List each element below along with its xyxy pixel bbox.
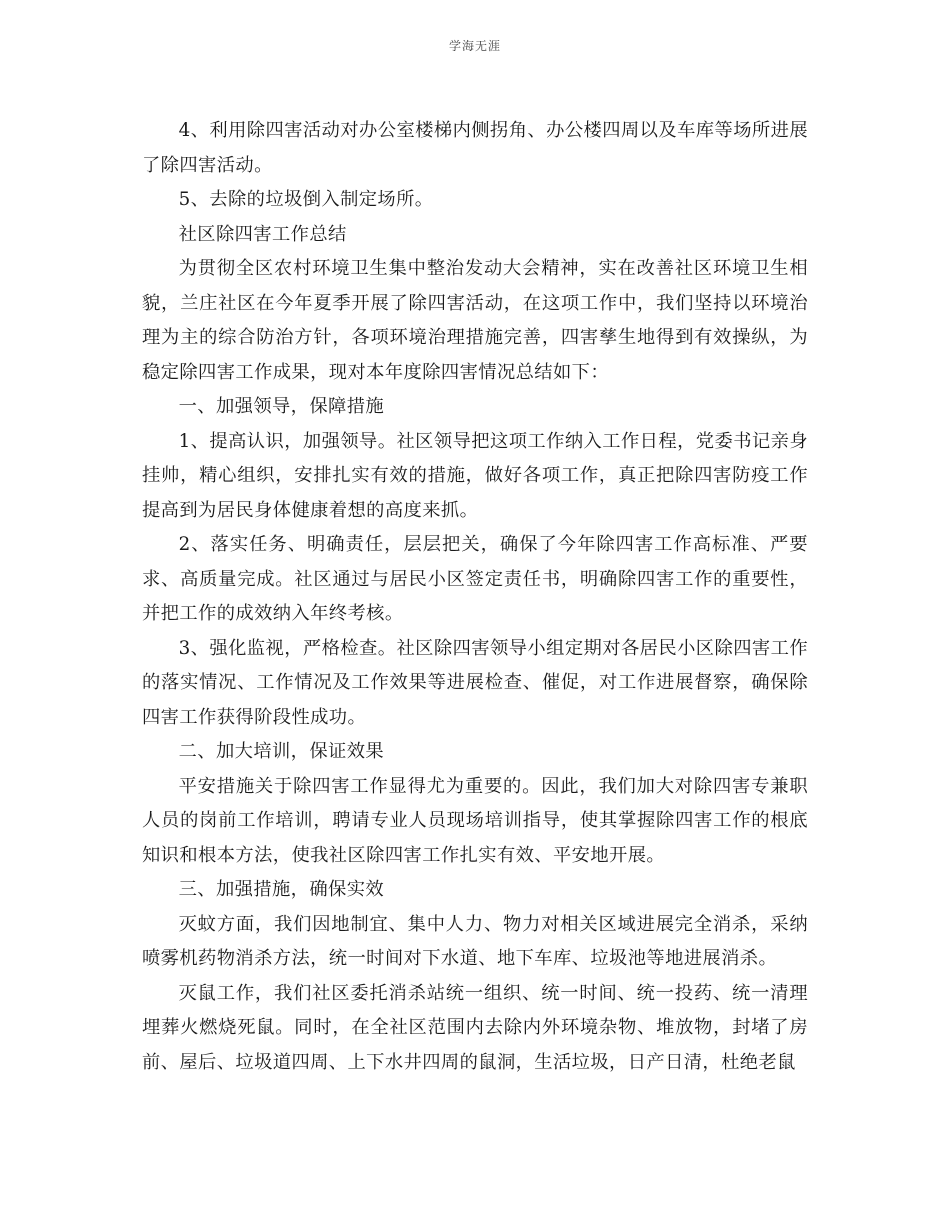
page-header: 学海无涯 xyxy=(448,39,501,53)
paragraph-1-3: 3、强化监视，严格检查。社区除四害领导小组定期对各居民小区除四害工作的落实情况、工作情况及工作效果等进展检查、催促，对工作进展督察，确保除四害工作获得阶段性成功。 xyxy=(142,637,808,728)
section-title: 社区除四害工作总结 xyxy=(178,223,347,245)
paragraph-1-1: 1、提高认识，加强领导。社区领导把这项工作纳入工作日程，党委书记亲身挂帅，精心组织，安排扎实有效的措施，做好各项工作，真正把除四害防疫工作提高到为居民身体健康着想的高度来抓。 xyxy=(142,430,808,521)
heading-3: 三、加强措施，确保实效 xyxy=(178,879,385,900)
paragraph-item-4: 4、利用除四害活动对办公室楼梯内侧拐角、办公楼四周以及车库等场所进展了除四害活动。 xyxy=(142,120,808,176)
heading-2: 二、加大培训，保证效果 xyxy=(178,741,385,762)
heading-1: 一、加强领导，保障措施 xyxy=(178,396,385,417)
paragraph-rodent: 灭鼠工作，我们社区委托消杀站统一组织、统一时间、统一投药、统一清理埋葬火燃烧死鼠。同时，在全社区范围内去除内外环境杂物、堆放物，封堵了房前、屋后、垃圾道四周、上下水井四周的鼠洞，生活垃圾，日产日清，杜绝老鼠 xyxy=(142,982,808,1073)
paragraph-intro: 为贯彻全区农村环境卫生集中整治发动大会精神，实在改善社区环境卫生相貌，兰庄社区在今年夏季开展了除四害活动，在这项工作中，我们坚持以环境治理为主的综合防治方针，各项环境治理措施完善，四害孳生地得到有效操纵，为稳定除四害工作成果，现对本年度除四害情况总结如下： xyxy=(142,258,808,383)
paragraph-1-2: 2、落实任务、明确责任，层层把关，确保了今年除四害工作高标准、严要求、高质量完成。社区通过与居民小区签定责任书，明确除四害工作的重要性，并把工作的成效纳入年终考核。 xyxy=(142,534,808,624)
document-body xyxy=(142,114,808,1080)
paragraph-2: 平安措施关于除四害工作显得尤为重要的。因此，我们加大对除四害专兼职人员的岗前工作培训，聘请专业人员现场培训指导，使其掌握除四害工作的根底知识和根本方法，使我社区除四害工作扎实有效、平安地开展。 xyxy=(142,775,808,866)
paragraph-item-5: 5、去除的垃圾倒入制定场所。 xyxy=(178,189,434,210)
paragraph-mosquito: 灭蚊方面，我们因地制宜、集中人力、物力对相关区域进展完全消杀，采纳喷雾机药物消杀方法，统一时间对下水道、地下车库、垃圾池等地进展消杀。 xyxy=(142,913,808,969)
